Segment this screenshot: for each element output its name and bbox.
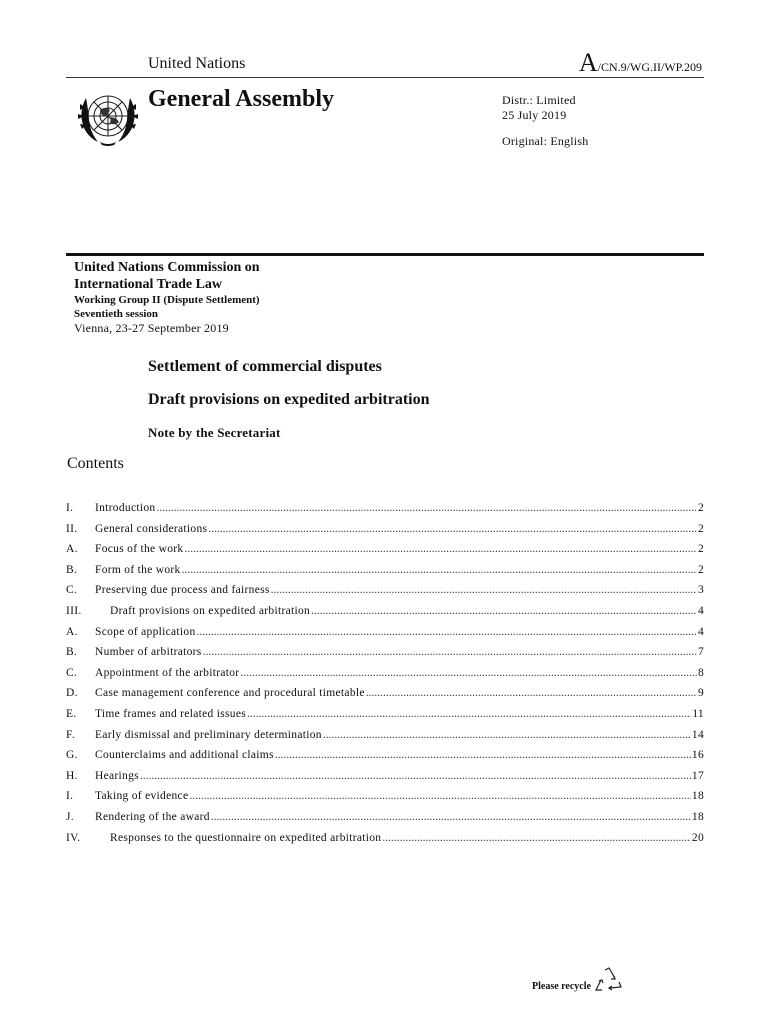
- toc-entry-number: F.: [66, 728, 75, 741]
- toc-entry-number: G.: [66, 749, 78, 762]
- toc-entry-page: 2: [697, 543, 704, 556]
- un-emblem-icon: [70, 84, 146, 150]
- toc-leader-dots: [311, 605, 697, 617]
- organ-title: General Assembly: [148, 86, 334, 112]
- toc-entry-title: Counterclaims and additional claims: [95, 749, 274, 762]
- organization-label: United Nations: [148, 55, 246, 72]
- toc-entry-title: Introduction: [95, 502, 156, 514]
- toc-entry-number: C.: [66, 666, 78, 679]
- toc-entry: [66, 667, 704, 683]
- toc-entry-title: Responses to the questionnaire on expedited arbitration: [110, 831, 382, 844]
- toc-entry-title: Taking of evidence: [95, 790, 189, 803]
- document-date: 25 July 2019: [502, 108, 567, 122]
- recycle-icon: [593, 966, 623, 994]
- toc-entry-number: IV.: [66, 831, 81, 844]
- subtitle: Draft provisions on expedited arbitration: [148, 391, 430, 408]
- recycle-text: Please recycle: [532, 980, 591, 992]
- toc-entry: [66, 605, 704, 621]
- toc-entry-page: 9: [697, 687, 704, 700]
- toc-entry: [66, 790, 704, 806]
- note-title: Note by the Secretariat: [148, 425, 281, 440]
- toc-entry: [66, 811, 704, 827]
- toc-entry-number: J.: [66, 811, 74, 823]
- toc-entry-title: Form of the work: [95, 563, 181, 576]
- toc-entry-number: B.: [66, 646, 78, 659]
- toc-entry-number: B.: [66, 563, 78, 576]
- toc-entry-number: H.: [66, 769, 78, 782]
- toc-entry-title: Scope of application: [95, 625, 196, 638]
- toc-entry-number: I.: [66, 790, 74, 803]
- toc-entry-number: I.: [66, 502, 74, 514]
- toc-entry-title: Number of arbitrators: [95, 646, 202, 659]
- toc-leader-dots: [182, 564, 697, 576]
- toc-entry-title: General considerations: [95, 522, 208, 535]
- distribution-block: [502, 93, 588, 149]
- section-rule: [66, 253, 704, 256]
- recycle-notice: [532, 966, 623, 994]
- toc-entry-title: Time frames and related issues: [95, 708, 247, 720]
- toc-entry-title: Case management conference and procedural timetable: [95, 687, 365, 700]
- toc-entry-page: 18: [691, 790, 704, 803]
- toc-leader-dots: [247, 708, 691, 720]
- session: Seventieth session: [74, 308, 159, 320]
- toc-entry-page: 3: [697, 584, 704, 597]
- toc-leader-dots: [382, 832, 691, 844]
- toc-leader-dots: [240, 667, 697, 679]
- toc-entry-page: 4: [697, 605, 704, 617]
- toc-entry: [66, 523, 704, 539]
- main-title: Settlement of commercial disputes: [148, 358, 382, 375]
- toc-entry: [66, 646, 704, 662]
- toc-entry-number: C.: [66, 584, 78, 597]
- toc-entry: [66, 564, 704, 580]
- toc-entry-page: 2: [697, 502, 704, 514]
- toc-leader-dots: [189, 790, 691, 802]
- toc-entry-number: A.: [66, 625, 78, 638]
- toc-entry-page: 8: [697, 666, 704, 679]
- venue-dates: Vienna, 23-27 September 2019: [74, 321, 229, 335]
- toc-leader-dots: [275, 749, 691, 761]
- toc-entry-page: 4: [697, 625, 704, 638]
- toc-entry: [66, 543, 704, 559]
- toc-entry: [66, 832, 704, 848]
- toc-entry-page: 11: [692, 708, 704, 720]
- toc-entry-page: 16: [691, 749, 704, 762]
- toc-leader-dots: [197, 626, 697, 638]
- toc-leader-dots: [323, 729, 691, 741]
- toc-entry-number: II.: [66, 522, 78, 535]
- toc-entry-title: Preserving due process and fairness: [95, 584, 270, 597]
- toc-entry-page: 14: [691, 728, 704, 741]
- toc-entry-title: Early dismissal and preliminary determination: [95, 728, 322, 741]
- toc-entry-page: 2: [697, 563, 704, 576]
- distribution-status: Distr.: Limited: [502, 93, 576, 107]
- toc-entry: [66, 749, 704, 765]
- toc-leader-dots: [211, 811, 691, 823]
- toc-entry-page: 2: [697, 522, 704, 535]
- toc-entry-number: D.: [66, 687, 78, 700]
- header-rule: [66, 77, 704, 78]
- toc-entry: [66, 502, 704, 518]
- toc-leader-dots: [184, 543, 696, 555]
- symbol-code: /CN.9/WG.II/WP.209: [597, 60, 702, 74]
- toc-leader-dots: [366, 687, 697, 699]
- commission-name-line2: International Trade Law: [74, 277, 223, 292]
- toc-entry: [66, 729, 704, 745]
- toc-entry-number: III.: [66, 605, 82, 617]
- toc-entry-page: 20: [691, 831, 704, 844]
- toc-leader-dots: [208, 523, 697, 535]
- toc-entry: [66, 687, 704, 703]
- toc-entry-page: 7: [697, 646, 704, 659]
- toc-leader-dots: [140, 770, 691, 782]
- symbol-letter: A: [578, 48, 598, 77]
- toc-entry: [66, 708, 704, 724]
- toc-entry-title: Focus of the work: [95, 543, 184, 556]
- working-group: Working Group II (Dispute Settlement): [74, 294, 260, 306]
- toc-entry-page: 17: [691, 769, 704, 782]
- toc-entry-title: Rendering of the award: [95, 811, 210, 823]
- toc-entry: [66, 770, 704, 786]
- commission-name-line1: United Nations Commission on: [74, 260, 260, 275]
- toc-entry-number: A.: [66, 543, 78, 556]
- toc-entry: [66, 626, 704, 642]
- toc-leader-dots: [203, 646, 697, 658]
- toc-entry-page: 18: [691, 811, 704, 823]
- contents-heading: Contents: [67, 455, 124, 472]
- toc-entry-title: Draft provisions on expedited arbitration: [110, 605, 311, 617]
- toc-leader-dots: [156, 502, 696, 514]
- original-language: Original: English: [502, 134, 589, 148]
- toc-entry-title: Appointment of the arbitrator: [95, 666, 240, 679]
- toc-entry-title: Hearings: [95, 769, 139, 782]
- toc-entry-number: E.: [66, 708, 77, 720]
- toc-entry: [66, 584, 704, 600]
- toc-leader-dots: [271, 584, 697, 596]
- commission-block: [74, 259, 260, 335]
- document-symbol: [579, 48, 702, 78]
